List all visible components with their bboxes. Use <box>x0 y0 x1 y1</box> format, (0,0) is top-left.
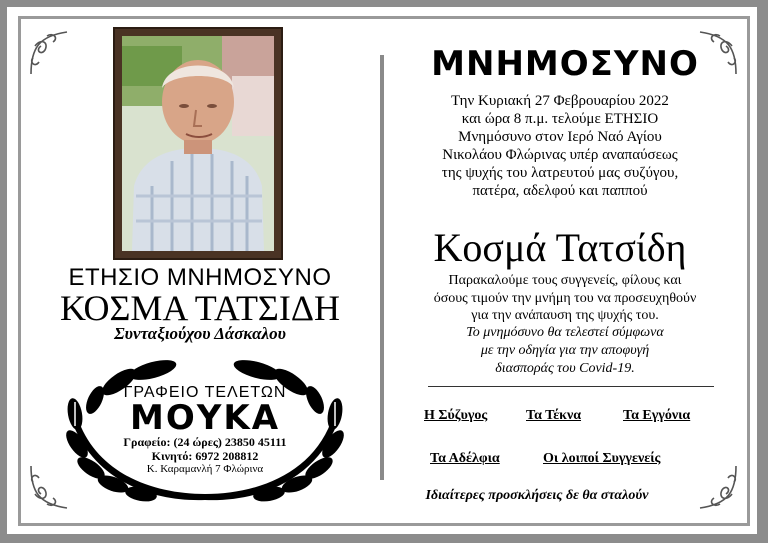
announcement-line: της ψυχής του λατρευτού μας συζύγου, <box>441 165 679 181</box>
annual-memorial-heading: ΕΤΗΣΙΟ ΜΝΗΜΟΣΥΝΟ <box>68 264 332 291</box>
horizontal-divider <box>428 386 714 387</box>
funeral-home-label: ΓΡΑΦΕΙΟ ΤΕΛΕΤΩΝ <box>123 384 287 401</box>
deceased-profession: Συνταξιούχου Δάσκαλου <box>114 324 286 343</box>
request-line: για την ανάπαυση της ψυχής του. <box>471 308 659 323</box>
address: Κ. Καραμανλή 7 Φλώρινα <box>146 463 264 475</box>
request-line: Το μνημόσυνο θα τελεστεί σύμφωνα <box>466 325 664 340</box>
mourner-siblings: Τα Αδέλφια <box>430 451 500 466</box>
announcement-line: Την Κυριακή 27 Φεβρουαρίου 2022 <box>451 93 669 109</box>
mourner-children: Τα Τέκνα <box>526 408 582 423</box>
mobile-phone: Κινητό: 6972 208812 <box>151 449 259 463</box>
office-phone: Γραφείο: (24 ώρες) 23850 45111 <box>123 435 287 449</box>
announcement-line: και ώρα 8 π.μ. τελούμε ΕΤΗΣΙΟ <box>461 111 659 127</box>
mourner-spouse: Η Σύζυγος <box>424 408 488 423</box>
request-line: Παρακαλούμε τους συγγενείς, φίλους και <box>448 273 682 288</box>
corner-ornament-icon <box>27 28 77 78</box>
funeral-home-name: ΜΟΥΚΑ <box>129 398 281 438</box>
memorial-title: ΜΝΗΜΟΣΥΝΟ <box>431 44 699 84</box>
request-line: με την οδηγία για την αποφυγή <box>480 343 650 358</box>
mourner-other-relatives: Οι λοιποί Συγγενείς <box>543 451 661 466</box>
closing-note: Ιδιαίτερες προσκλήσεις δε θα σταλούν <box>425 488 649 503</box>
request-line: διασποράς του Covid-19. <box>495 361 635 376</box>
deceased-name-script: Κοσμά Τατσίδη <box>433 225 687 270</box>
funeral-home-logo <box>55 352 355 507</box>
request-line: όσους τιμούν την μνήμη του να προσευχηθούν <box>433 291 697 306</box>
mourner-grandchildren: Τα Εγγόνια <box>623 408 691 423</box>
corner-ornament-icon <box>690 462 740 512</box>
announcement-line: Μνημόσυνο στον Ιερό Ναό Αγίου <box>458 129 662 145</box>
vertical-divider <box>380 55 384 480</box>
deceased-name: ΚΟΣΜΑ ΤΑΤΣΙΔΗ <box>59 288 341 328</box>
announcement-line: Νικολάου Φλώρινας υπέρ αναπαύσεως <box>442 147 678 163</box>
announcement-line: πατέρα, αδελφού και παππού <box>472 183 648 199</box>
portrait-frame <box>113 27 283 260</box>
portrait-photo <box>122 36 274 251</box>
